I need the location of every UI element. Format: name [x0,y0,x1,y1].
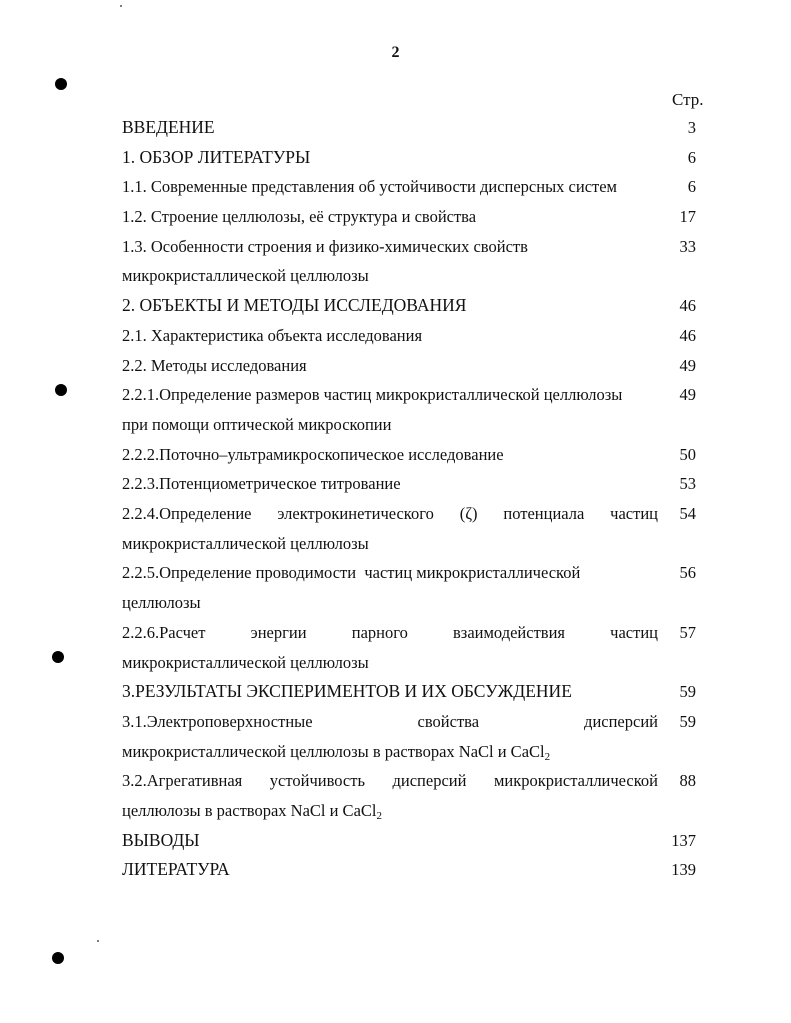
toc-entry-title [122,618,658,677]
toc-entry [122,351,710,381]
subscript: 2 [376,810,382,823]
toc-entry-title: ВЫВОДЫ [122,829,200,850]
toc-entry-line1: 2.2.4.Определение электрокинетического (ζ) потенциала частиц [122,504,658,523]
toc-entry-title: 2. ОБЪЕКТЫ И МЕТОДЫ ИССЛЕДОВАНИЯ [122,295,467,316]
toc-entry-line2 [122,737,658,767]
toc-entry-line1: 2.2.6.Расчет энергии парного взаимодействия частиц [122,622,658,642]
page-number: 2 [391,44,400,61]
toc-entry-page: 59 [679,711,696,731]
toc-entry [122,826,710,856]
toc-entry-page: 6 [687,177,696,197]
subscript: 2 [544,750,551,763]
toc-entry-page: 49 [679,385,696,405]
toc-entry-page: 53 [679,474,696,494]
toc-entry [122,707,710,766]
toc-entry-line1: 1.3. Особенности строения и физико-химических свойств [122,236,528,256]
toc-entry [122,321,710,351]
toc-entry-page: 88 [679,771,696,791]
toc-entry-line2 [122,796,658,826]
toc-entry [122,113,710,143]
toc-entry [122,143,710,173]
toc-entry [122,618,710,677]
toc-entry-line1: 3.1.Электроповерхностные свойства дисперсий [122,711,658,731]
toc-entry-title: 2.2.2.Поточно–ультрамикроскопическое исследование [122,444,504,464]
binder-hole-mark [52,651,64,663]
pages-column-header: Стр. [672,90,704,109]
toc-entry-page: 6 [687,147,696,167]
toc-entry-title [122,380,658,439]
toc-entry-page: 33 [679,236,696,256]
toc-entry-title: 2.2.3.Потенциометрическое титрование [122,474,401,494]
toc-entry-page: 59 [679,682,696,702]
toc-entry-line1: 2.2.5.Определение проводимости частиц микрокристаллической [122,563,581,583]
toc-entry-title [122,558,658,617]
toc-entry-line2: целлюлозы [122,593,201,613]
toc-entry-line2: микрокристаллической целлюлозы [122,652,369,672]
toc-entry [122,232,710,291]
toc-entry-page: 17 [679,207,696,227]
toc-entry [122,855,710,885]
toc-entry-title: ЛИТЕРАТУРА [122,859,230,880]
toc-entry-page: 54 [679,504,696,523]
scan-speck [120,5,122,7]
toc-entry-page: 56 [679,563,696,583]
toc-entry-title [122,232,658,291]
toc-entry-page: 3 [687,118,696,137]
toc-entry-title: 2.1. Характеристика объекта исследования [122,325,423,345]
toc-entry-line2-text: микрокристаллической целлюлозы в растворах NaCl и CaCl [122,741,545,761]
toc-entry [122,202,710,232]
toc-entry-title: ВВЕДЕНИЕ [122,117,215,137]
toc-entry [122,499,710,558]
toc-entry-title: 3.РЕЗУЛЬТАТЫ ЭКСПЕРИМЕНТОВ И ИХ ОБСУЖДЕНИЕ [122,681,572,702]
toc-entry-page: 49 [679,355,696,375]
toc-entry-title [122,707,658,766]
toc-entry-page: 137 [671,830,696,850]
binder-hole-mark [55,384,67,396]
toc-entry [122,380,710,439]
scan-speck [97,940,99,942]
toc-entry-title: 2.2. Методы исследования [122,355,307,375]
toc-entry-page: 46 [679,296,696,316]
toc-entry [122,558,710,617]
toc-entry-page: 57 [679,622,696,642]
toc-entry-line2: микрокристаллической целлюлозы [122,266,369,286]
toc-entry-page: 50 [679,444,696,464]
toc-entry [122,766,710,825]
toc-entry-title: 1.1. Современные представления об устойчивости дисперсных систем [122,177,617,197]
toc-entry [122,291,710,321]
toc-entry-title: 1. ОБЗОР ЛИТЕРАТУРЫ [122,146,311,167]
toc-entry [122,440,710,470]
binder-hole-mark [55,78,67,90]
toc-entry-page: 46 [679,325,696,345]
table-of-contents [122,113,710,885]
toc-entry-title [122,766,658,825]
toc-entry-title [122,499,658,558]
toc-entry-page: 139 [671,860,696,880]
toc-entry [122,469,710,499]
toc-entry-line1: 3.2.Агрегативная устойчивость дисперсий микрокристаллической [122,771,658,791]
toc-entry [122,677,710,707]
toc-entry [122,172,710,202]
toc-entry-line1: 2.2.1.Определение размеров частиц микрокристаллической целлюлозы [122,385,623,405]
toc-entry-line2: при помощи оптической микроскопии [122,414,392,434]
binder-hole-mark [52,952,64,964]
toc-entry-line2: микрокристаллической целлюлозы [122,533,369,553]
toc-entry-title: 1.2. Строение целлюлозы, её структура и свойства [122,207,477,227]
toc-entry-line2-text: целлюлозы в растворах NaCl и CaCl [122,801,377,821]
